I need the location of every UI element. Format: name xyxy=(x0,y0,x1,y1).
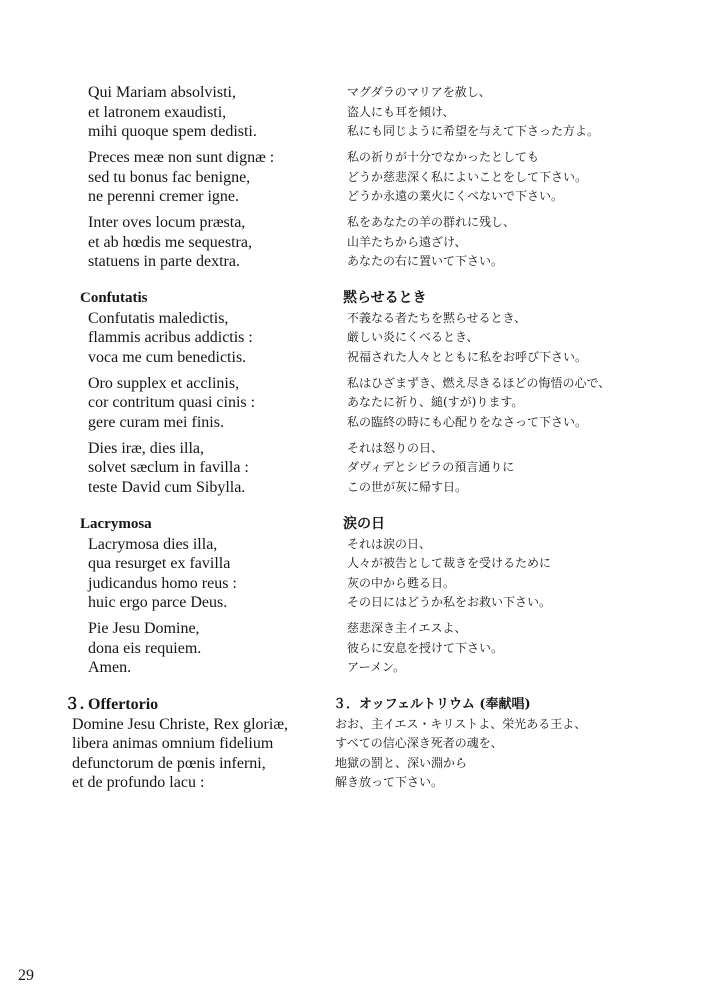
latin-line: Domine Jesu Christe, Rex gloriæ, xyxy=(72,715,288,733)
latin-line: Lacrymosa dies illa, xyxy=(88,535,218,553)
japanese-stanza xyxy=(347,309,610,368)
japanese-line: 彼らに安息を授けて下さい。 xyxy=(347,640,504,655)
japanese-stanza xyxy=(347,439,610,498)
latin-line: defunctorum de pœnis inferni, xyxy=(72,754,266,772)
latin-line: qua resurget ex favilla xyxy=(88,555,231,572)
latin-line: cor contritum quasi cinis : xyxy=(88,394,256,411)
latin-line: et de profundo lacu : xyxy=(72,774,205,791)
japanese-line: それは怒りの日、 xyxy=(347,440,444,455)
japanese-line: 山羊たちから遠ざけ、 xyxy=(347,234,467,249)
latin-offertorio-section xyxy=(64,695,288,793)
japanese-line: あなたの右に置いて下さい。 xyxy=(347,254,504,268)
japanese-line: 解き放って下さい。 xyxy=(335,775,444,789)
japanese-line: すべての信心深き死者の魂を、 xyxy=(335,736,503,750)
japanese-line: それは涙の日、 xyxy=(347,536,432,551)
latin-confutatis-section xyxy=(80,289,256,497)
section-heading: 黙らせるとき xyxy=(343,290,427,306)
latin-line: gere curam mei finis. xyxy=(88,413,224,431)
latin-stanza xyxy=(88,374,255,433)
japanese-line: その日にはどうか私をお救い下さい。 xyxy=(347,595,552,609)
latin-stanza xyxy=(88,619,237,678)
japanese-line: 厳しい炎にくべるとき、 xyxy=(347,330,479,344)
japanese-line: どうか慈悲深く私によいことをして下さい。 xyxy=(347,169,588,184)
japanese-line: 私にも同じように希望を与えて下さった方よ。 xyxy=(347,124,600,138)
section-heading: ３．オッフェルトリウム (奉献唱) xyxy=(333,697,531,712)
japanese-line: おお、主イエス・キリストよ、栄光ある王よ、 xyxy=(335,716,587,731)
section-heading: Confutatis xyxy=(80,290,148,306)
latin-stanza xyxy=(88,535,237,613)
latin-line: voca me cum benedictis. xyxy=(88,348,247,366)
latin-line: mihi quoque spem dedisti. xyxy=(88,123,257,140)
latin-line: Confutatis maledictis, xyxy=(88,309,229,327)
latin-line: Oro supplex et acclinis, xyxy=(88,374,240,392)
page-number: 29 xyxy=(18,967,34,984)
japanese-stanza xyxy=(347,535,551,613)
latin-line: Dies iræ, dies illa, xyxy=(88,439,204,457)
japanese-stanza xyxy=(347,213,599,272)
latin-stanza xyxy=(88,439,255,498)
latin-line: solvet sæclum in favilla : xyxy=(88,459,249,476)
latin-line: Inter oves locum præsta, xyxy=(88,214,246,231)
latin-line: flammis acribus addictis : xyxy=(88,329,253,346)
section-heading: ３. Offertorio xyxy=(64,696,159,713)
japanese-confutatis-section xyxy=(343,289,611,497)
latin-line: libera animas omnium fidelium xyxy=(72,735,274,752)
japanese-lacrymosa-section xyxy=(343,515,552,678)
japanese-line: 祝福された人々とともに私をお呼び下さい。 xyxy=(347,349,588,364)
japanese-line: 地獄の罰と、深い淵から xyxy=(335,755,468,770)
latin-stanza xyxy=(88,213,274,272)
latin-line: teste David cum Sibylla. xyxy=(88,478,246,496)
japanese-line: アーメン。 xyxy=(347,660,406,674)
japanese-line: 灰の中から甦る日。 xyxy=(347,575,456,590)
latin-line: sed tu bonus fac benigne, xyxy=(88,168,251,186)
japanese-line: 慈悲深き主イエスよ、 xyxy=(347,621,467,635)
latin-line: Amen. xyxy=(88,659,132,676)
japanese-line: どうか永遠の業火にくべないで下さい。 xyxy=(347,189,564,203)
japanese-line: 人々が被告として裁きを受けるために xyxy=(347,556,552,570)
japanese-stanza xyxy=(347,83,599,142)
latin-line: Pie Jesu Domine, xyxy=(88,620,200,637)
latin-stanza xyxy=(72,715,288,793)
latin-line: statuens in parte dextra. xyxy=(88,253,240,270)
japanese-stanza xyxy=(347,619,551,678)
japanese-stanza xyxy=(347,374,610,433)
section-heading: Lacrymosa xyxy=(80,516,152,532)
latin-stanza xyxy=(88,309,255,368)
japanese-line: 私の臨終の時にも心配りをなさって下さい。 xyxy=(347,414,588,429)
japanese-offertorio-section xyxy=(335,695,586,793)
latin-line: Preces meæ non sunt dignæ : xyxy=(88,149,275,166)
japanese-stanza xyxy=(335,715,586,793)
latin-line: et latronem exaudisti, xyxy=(88,103,227,121)
japanese-line: あなたに祈り、縋(すが)ります。 xyxy=(347,395,524,409)
latin-stanza xyxy=(88,83,274,142)
latin-line: dona eis requiem. xyxy=(88,639,202,657)
japanese-line: 私はひざまずき、燃え尽きるほどの悔悟の心で、 xyxy=(347,375,611,390)
japanese-line: 不義なる者たちを黙らせるとき、 xyxy=(347,310,527,325)
latin-line: et ab hœdis me sequestra, xyxy=(88,233,252,251)
latin-line: judicandus homo reus : xyxy=(88,574,237,592)
latin-line: Qui Mariam absolvisti, xyxy=(88,84,236,101)
japanese-stanza xyxy=(347,148,599,207)
japanese-line: 盗人にも耳を傾け、 xyxy=(347,104,455,119)
latin-stanza xyxy=(88,148,274,207)
japanese-line: ダヴィデとシビラの預言通りに xyxy=(347,460,515,474)
japanese-intro-section xyxy=(347,83,599,272)
latin-intro-section xyxy=(88,83,274,272)
japanese-line: この世が灰に帰す日。 xyxy=(347,479,468,494)
section-heading: 涙の日 xyxy=(343,516,385,532)
latin-line: huic ergo parce Deus. xyxy=(88,594,228,611)
japanese-line: 私の祈りが十分でなかったとしても xyxy=(347,150,540,164)
japanese-line: 私をあなたの羊の群れに残し、 xyxy=(347,215,516,229)
latin-line: ne perenni cremer igne. xyxy=(88,188,240,205)
japanese-line: マグダラのマリアを赦し、 xyxy=(347,85,491,99)
latin-lacrymosa-section xyxy=(80,515,237,678)
